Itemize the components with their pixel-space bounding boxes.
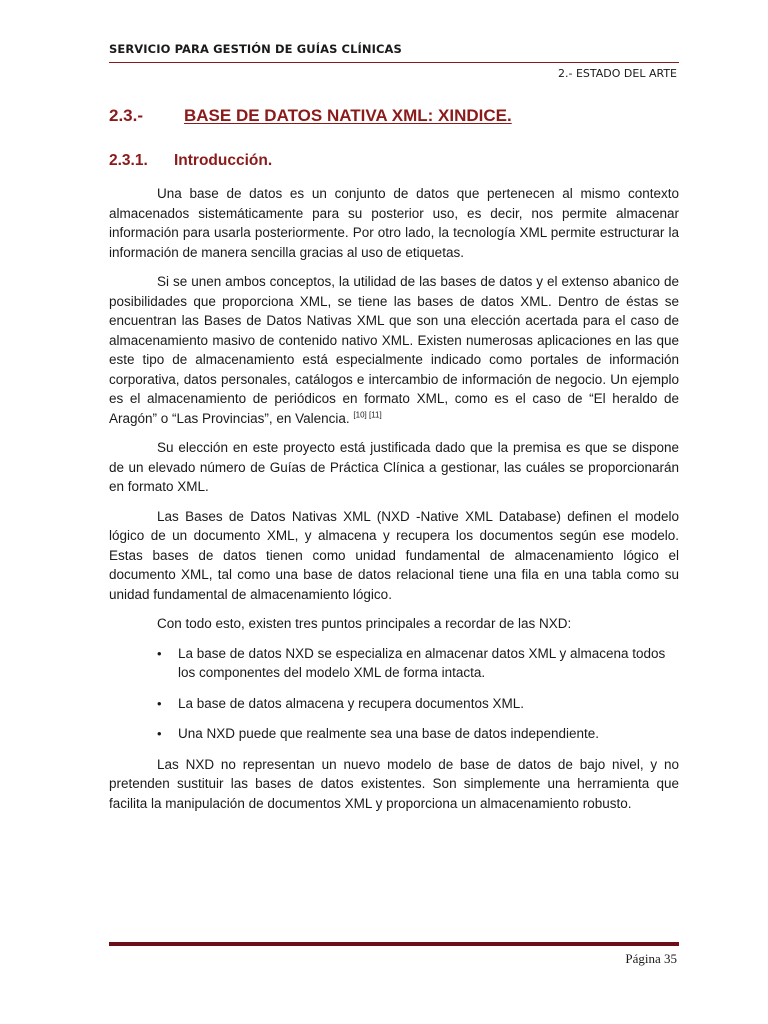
list-item-text: La base de datos NXD se especializa en almacenar datos XML y almacena todos los componentes del modelo XML de forma intacta.	[178, 645, 666, 680]
header-rule	[109, 62, 679, 63]
page-number: Página 35	[625, 951, 677, 966]
bullet-icon: •	[157, 726, 162, 741]
citation-reference: [10] [11]	[353, 410, 382, 419]
paragraph: Las NXD no representan un nuevo modelo de base de datos de bajo nivel, y no pretenden sustituir las bases de datos existentes. Son simplemente una herramienta que facilita la manipulación de documentos XML y proporciona un almacenamiento robusto.	[109, 756, 679, 811]
paragraph: Su elección en este proyecto está justificada dado que la premisa es que se dispone de un elevado número de Guías de Práctica Clínica a gestionar, las cuáles se proporcionarán en formato XML.	[109, 440, 679, 494]
section-heading	[109, 106, 512, 126]
subsection-heading	[109, 152, 272, 170]
paragraph: Con todo esto, existen tres puntos principales a recordar de las NXD:	[157, 616, 572, 631]
subsection-heading-number: 2.3.1.	[109, 152, 148, 169]
section-heading-number: 2.3.-	[109, 106, 144, 125]
section-heading-title: BASE DE DATOS NATIVA XML: XINDICE.	[184, 106, 512, 125]
paragraph: Las Bases de Datos Nativas XML (NXD -Native XML Database) definen el modelo lógico de un documento XML, y almacena y recupera los documentos según ese modelo. Estas bases de datos tienen como unidad fundamental de almacenamiento lógico el documento XML, tal como una base de datos relacional tiene una fila en una tabla como su unidad fundamental de almacenamiento lógico.	[109, 508, 679, 602]
paragraph: Una base de datos es un conjunto de datos que pertenecen al mismo contexto almacenados sistemáticamente para su posterior uso, es decir, nos permite almacenar información para usarla posteriormente. Por otro lado, la tecnología XML permite estructurar la información de manera sencilla gracias al uso de etiquetas.	[109, 186, 679, 260]
bullet-icon: •	[157, 695, 162, 711]
list-item	[109, 694, 679, 714]
list-item	[109, 644, 679, 683]
list-item-text: La base de datos almacena y recupera documentos XML.	[178, 695, 524, 711]
subsection-heading-title: Introducción.	[174, 152, 273, 169]
paragraph-text: Si se unen ambos conceptos, la utilidad de las bases de datos y el extenso abanico de posibilidades que proporciona XML, se tiene las bases de datos XML. Dentro de éstas se encuentran las Bases de Datos Nativas XML que son una elección acertada para el caso de almacenamiento masivo de contenido nativo XML. Existen numerosas aplicaciones en las que este tipo de almacenamiento está especialmente indicado como portales de información corporativa, datos personales, catálogos e intercambio de información de negocio. Un ejemplo es el almacenamiento de periódicos en formato XML, como es el caso de “El heraldo de Aragón” o “Las Provincias”, en Valencia.	[109, 274, 679, 426]
paragraph	[109, 272, 679, 428]
header-section-label: 2.- ESTADO DEL ARTE	[558, 67, 677, 80]
footer-rule	[109, 942, 679, 946]
bullet-list	[109, 644, 679, 744]
list-item	[109, 724, 679, 744]
bullet-icon: •	[157, 645, 162, 661]
list-item-text: Una NXD puede que realmente sea una base de datos independiente.	[178, 726, 600, 741]
header-title: SERVICIO PARA GESTIÓN DE GUÍAS CLÍNICAS	[109, 42, 402, 56]
body-text	[109, 184, 679, 823]
